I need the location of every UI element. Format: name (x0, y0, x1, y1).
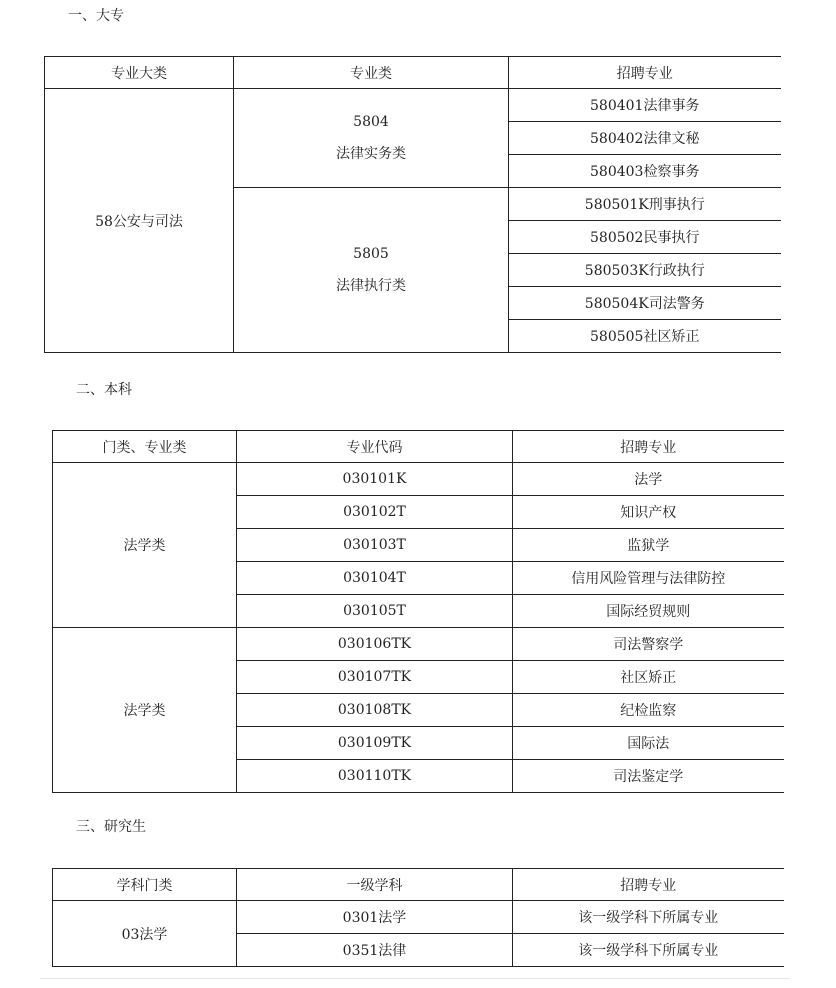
undergraduate-table (52, 430, 784, 793)
major-cell: 知识产权 (513, 496, 784, 529)
table-header-row (45, 57, 781, 89)
section-heading-undergraduate: 二、本科 (76, 382, 132, 398)
category-cell: 03法学 (53, 901, 237, 967)
major-cell: 580402法律文秘 (509, 122, 781, 155)
major-cell: 580504K司法警务 (509, 287, 781, 320)
major-cell: 该一级学科下所属专业 (578, 943, 719, 959)
group-code: 5805 (353, 246, 389, 262)
category-cell: 法学类 (53, 628, 237, 793)
code-cell: 030101K (237, 463, 513, 496)
table-header-row (53, 431, 784, 463)
header-cell: 专业类 (234, 57, 509, 89)
header-cell: 招聘专业 (509, 57, 781, 89)
table-row (53, 463, 784, 496)
major-cell: 580505社区矫正 (590, 329, 700, 345)
major-cell: 580401法律事务 (509, 89, 781, 122)
major-cell: 580501K刑事执行 (509, 188, 781, 221)
header-cell: 一级学科 (237, 869, 513, 901)
major-cell: 司法警察学 (513, 628, 784, 661)
discipline-cell: 0351法律 (237, 934, 513, 967)
header-cell: 招聘专业 (513, 869, 784, 901)
bottom-divider (40, 978, 790, 979)
code-cell: 030104T (237, 562, 513, 595)
major-cell: 该一级学科下所属专业 (513, 901, 784, 934)
code-cell: 030109TK (237, 727, 513, 760)
major-cell: 国际经贸规则 (513, 595, 784, 628)
header-cell: 专业大类 (45, 57, 234, 89)
category-cell: 法学类 (53, 463, 237, 628)
header-cell: 招聘专业 (513, 431, 784, 463)
code-cell: 030108TK (237, 694, 513, 727)
major-cell: 580502民事执行 (509, 221, 781, 254)
major-cell: 社区矫正 (513, 661, 784, 694)
group-name: 法律执行类 (336, 278, 406, 294)
group-code: 5804 (353, 114, 389, 130)
group-name: 法律实务类 (336, 146, 406, 162)
major-cell: 580403检察事务 (509, 155, 781, 188)
code-cell: 030107TK (237, 661, 513, 694)
table-row (45, 89, 781, 122)
code-cell: 030105T (237, 595, 513, 628)
discipline-cell: 0301法学 (237, 901, 513, 934)
major-cell: 法学 (513, 463, 784, 496)
table-row (53, 628, 784, 661)
header-cell: 门类、专业类 (53, 431, 237, 463)
table-header-row (53, 869, 784, 901)
group-cell (234, 89, 509, 188)
postgraduate-table (52, 868, 784, 967)
major-cell: 信用风险管理与法律防控 (513, 562, 784, 595)
group-cell (234, 188, 509, 353)
major-cell: 纪检监察 (513, 694, 784, 727)
major-cell: 监狱学 (513, 529, 784, 562)
code-cell: 030106TK (237, 628, 513, 661)
code-cell: 030110TK (237, 760, 513, 793)
section-heading-postgraduate: 三、研究生 (76, 819, 146, 835)
major-cell: 580503K行政执行 (509, 254, 781, 287)
code-cell: 030102T (237, 496, 513, 529)
major-cell: 国际法 (513, 727, 784, 760)
junior-college-table (44, 56, 781, 353)
header-cell: 学科门类 (53, 869, 237, 901)
table-row (53, 901, 784, 934)
section-heading-junior-college: 一、大专 (68, 8, 124, 24)
category-cell: 58公安与司法 (45, 89, 234, 353)
code-cell: 030103T (237, 529, 513, 562)
major-cell: 司法鉴定学 (613, 769, 684, 785)
header-cell: 专业代码 (237, 431, 513, 463)
